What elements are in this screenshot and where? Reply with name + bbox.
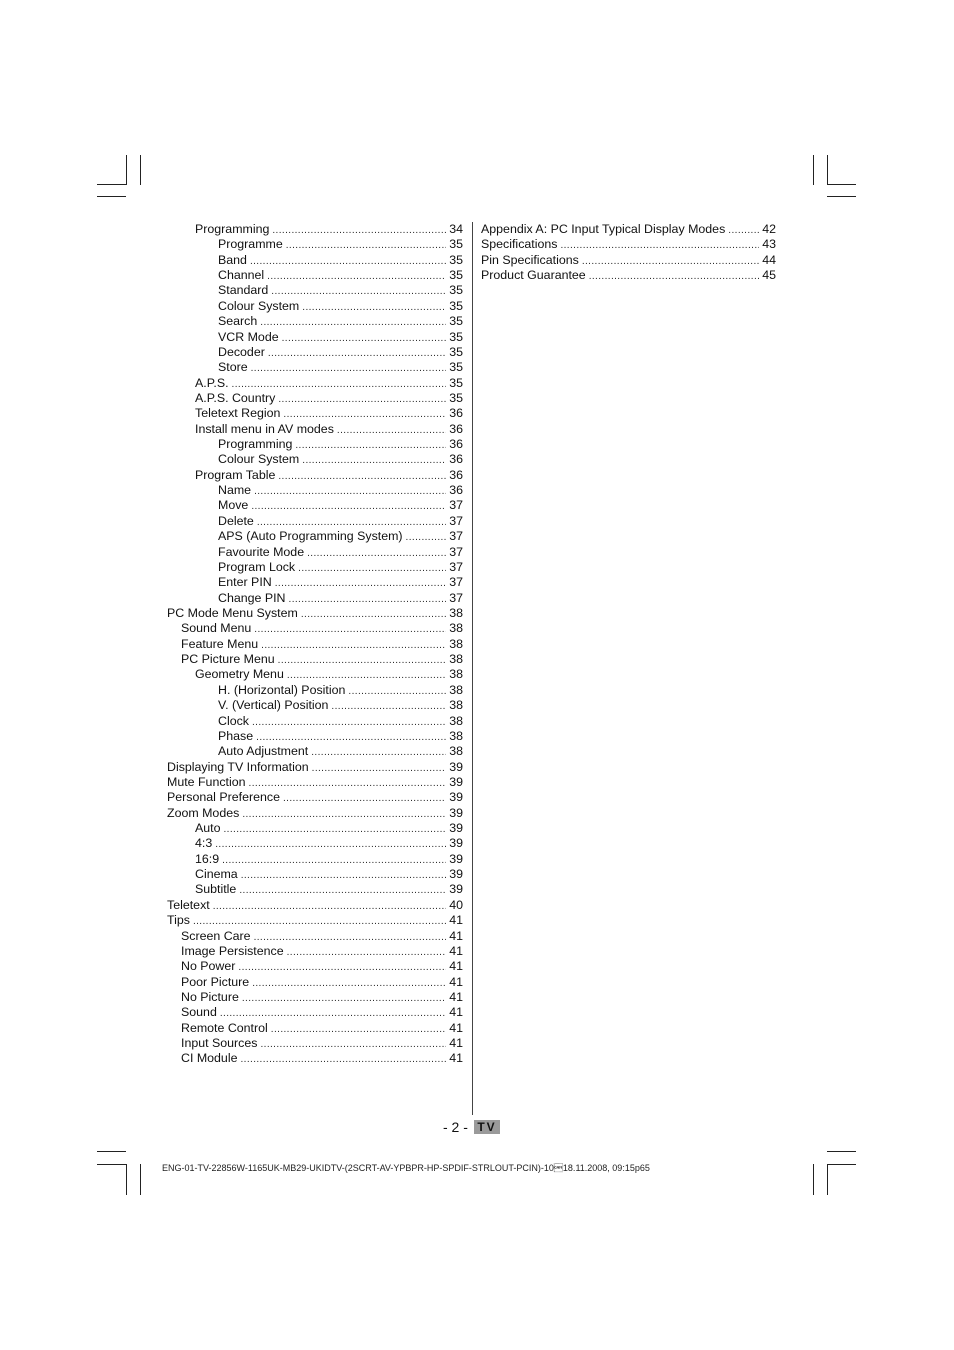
toc-leader-dots <box>278 392 446 407</box>
toc-entry-page: 36 <box>449 452 463 467</box>
toc-leader-dots <box>260 1037 446 1052</box>
toc-entry <box>167 944 463 959</box>
toc-leader-dots <box>301 607 446 622</box>
toc-leader-dots <box>254 484 446 499</box>
toc-entry-page: 35 <box>449 298 463 313</box>
toc-entry-page: 41 <box>449 1051 463 1066</box>
toc-entry-label: Image Persistence <box>181 943 284 958</box>
crop-mark-bl-h2 <box>97 1164 126 1165</box>
toc-entry-label: Programme <box>218 237 283 252</box>
toc-entry <box>167 391 463 406</box>
toc-entry <box>167 667 463 682</box>
toc-entry <box>167 1051 463 1066</box>
toc-entry-label: Favourite Mode <box>218 544 305 559</box>
toc-entry-label: A.P.S. Country <box>195 390 276 405</box>
toc-entry-page: 41 <box>449 913 463 928</box>
toc-entry-page: 41 <box>449 989 463 1004</box>
toc-leader-dots <box>406 530 447 545</box>
toc-entry <box>167 990 463 1005</box>
toc-entry-label: Specifications <box>481 237 558 252</box>
toc-entry-page: 35 <box>449 375 463 390</box>
toc-entry <box>167 836 463 851</box>
toc-entry-label: A.P.S. <box>195 375 229 390</box>
toc-entry <box>167 376 463 391</box>
toc-entry-label: CI Module <box>181 1051 238 1066</box>
toc-entry <box>481 237 776 252</box>
toc-leader-dots <box>241 868 447 883</box>
toc-entry-page: 35 <box>449 314 463 329</box>
toc-leader-dots <box>302 300 446 315</box>
crop-mark-br-h <box>827 1151 856 1152</box>
toc-leader-dots <box>283 791 446 806</box>
toc-entry-page: 39 <box>449 790 463 805</box>
crop-mark-br-v <box>813 1164 814 1195</box>
toc-entry <box>167 330 463 345</box>
crop-mark-tl-v <box>126 155 127 185</box>
toc-entry-page: 38 <box>449 667 463 682</box>
crop-mark-tr-v <box>813 155 814 185</box>
print-footer: ENG-01-TV-22856W-1165UK-MB29-UKIDTV-(2SCRT-AV-YPBPR-HP-SPDIF-STRLOUT-PCIN)-1018.11.2008, 09:15p65 <box>162 1163 650 1173</box>
toc-entry-label: Teletext Region <box>195 406 281 421</box>
toc-entry <box>167 545 463 560</box>
toc-entry-page: 41 <box>449 1036 463 1051</box>
toc-entry <box>167 760 463 775</box>
toc-entry <box>167 406 463 421</box>
toc-leader-dots <box>242 991 446 1006</box>
toc-entry-page: 42 <box>762 222 776 236</box>
toc-entry-label: No Picture <box>181 989 239 1004</box>
toc-entry-label: Program Table <box>195 467 276 482</box>
toc-entry-page: 38 <box>449 636 463 651</box>
toc-entry <box>167 237 463 252</box>
toc-entry-page: 35 <box>449 344 463 359</box>
toc-leader-dots <box>582 254 759 269</box>
toc-leader-dots <box>289 592 447 607</box>
toc-entry <box>167 683 463 698</box>
toc-entry-page: 38 <box>449 744 463 759</box>
toc-entry-page: 37 <box>449 498 463 513</box>
crop-mark-br-h2 <box>827 1164 856 1165</box>
crop-mark-tr-h2 <box>827 196 856 197</box>
toc-entry <box>481 268 776 283</box>
toc-entry-page: 37 <box>449 590 463 605</box>
toc-entry-label: Decoder <box>218 344 265 359</box>
toc-entry <box>167 744 463 759</box>
toc-leader-dots <box>271 1022 446 1037</box>
toc-entry <box>167 222 463 237</box>
toc-entry-label: Poor Picture <box>181 974 250 989</box>
toc-entry <box>167 698 463 713</box>
toc-entry-page: 45 <box>762 268 776 283</box>
toc-entry <box>167 268 463 283</box>
toc-entry <box>167 652 463 667</box>
toc-entry-label: APS (Auto Programming System) <box>218 529 403 544</box>
toc-entry <box>167 806 463 821</box>
crop-mark-tl-h <box>97 184 126 185</box>
toc-entry-label: VCR Mode <box>218 329 279 344</box>
toc-entry <box>481 222 776 237</box>
toc-leader-dots <box>287 668 446 683</box>
toc-entry <box>167 637 463 652</box>
toc-entry <box>167 790 463 805</box>
crop-mark-tr-h <box>827 184 856 185</box>
toc-entry-page: 39 <box>449 774 463 789</box>
toc-entry-page: 39 <box>449 882 463 897</box>
toc-entry <box>167 606 463 621</box>
toc-entry <box>167 253 463 268</box>
toc-leader-dots <box>275 576 446 591</box>
toc-entry <box>167 898 463 913</box>
toc-entry-page: 37 <box>449 529 463 544</box>
toc-entry-page: 44 <box>762 252 776 267</box>
toc-leader-dots <box>337 423 446 438</box>
toc-entry <box>167 314 463 329</box>
toc-entry-label: Personal Preference <box>167 790 280 805</box>
toc-entry-label: Geometry Menu <box>195 667 284 682</box>
toc-leader-dots <box>193 914 446 929</box>
page-badge: TV <box>474 1120 500 1134</box>
toc-entry-page: 35 <box>449 329 463 344</box>
toc-entry-label: PC Mode Menu System <box>167 605 298 620</box>
toc-leader-dots <box>278 653 447 668</box>
toc-entry <box>167 1021 463 1036</box>
toc-entry-label: Remote Control <box>181 1020 268 1035</box>
toc-entry <box>167 591 463 606</box>
toc-entry <box>167 437 463 452</box>
toc-entry-label: Sound Menu <box>181 621 252 636</box>
toc-entry-page: 40 <box>449 897 463 912</box>
toc-entry-page: 34 <box>449 222 463 236</box>
toc-entry-label: Cinema <box>195 867 238 882</box>
toc-entry <box>167 452 463 467</box>
toc-entry <box>167 514 463 529</box>
toc-entry-label: Standard <box>218 283 269 298</box>
toc-entry-label: PC Picture Menu <box>181 652 275 667</box>
toc-entry-label: Store <box>218 360 248 375</box>
toc-left-column <box>167 222 463 1067</box>
toc-entry-label: Screen Care <box>181 928 251 943</box>
toc-leader-dots <box>589 269 760 284</box>
crop-mark-bl-h <box>97 1151 126 1152</box>
toc-leader-dots <box>298 561 446 576</box>
toc-leader-dots <box>295 438 446 453</box>
toc-entry-page: 41 <box>449 974 463 989</box>
toc-entry-page: 38 <box>449 698 463 713</box>
toc-entry-label: 4:3 <box>195 836 213 851</box>
toc-leader-dots <box>254 930 447 945</box>
toc-entry <box>167 729 463 744</box>
toc-entry-page: 41 <box>449 1020 463 1035</box>
toc-leader-dots <box>267 269 446 284</box>
toc-entry-label: Tips <box>167 913 190 928</box>
toc-leader-dots <box>242 807 446 822</box>
toc-entry <box>167 498 463 513</box>
toc-entry-page: 38 <box>449 713 463 728</box>
toc-leader-dots <box>222 853 446 868</box>
toc-entry-label: Phase <box>218 728 254 743</box>
toc-entry-label: Install menu in AV modes <box>195 421 334 436</box>
toc-entry-label: Name <box>218 483 252 498</box>
toc-entry-label: Delete <box>218 513 254 528</box>
toc-leader-dots <box>278 469 446 484</box>
toc-entry-page: 41 <box>449 959 463 974</box>
toc-leader-dots <box>250 254 446 269</box>
toc-entry-page: 38 <box>449 652 463 667</box>
toc-leader-dots <box>260 315 446 330</box>
toc-leader-dots <box>239 883 446 898</box>
toc-leader-dots <box>560 238 759 253</box>
toc-entry-label: Programming <box>218 437 293 452</box>
toc-leader-dots <box>312 761 447 776</box>
toc-right-column <box>481 222 776 283</box>
toc-leader-dots <box>215 837 446 852</box>
toc-entry-page: 39 <box>449 759 463 774</box>
toc-entry <box>167 483 463 498</box>
toc-entry <box>167 529 463 544</box>
toc-leader-dots <box>282 331 447 346</box>
toc-entry <box>167 882 463 897</box>
toc-entry-page: 35 <box>449 360 463 375</box>
toc-entry <box>167 575 463 590</box>
toc-entry <box>167 283 463 298</box>
crop-mark-br-v2 <box>827 1164 828 1195</box>
toc-entry <box>481 253 776 268</box>
toc-entry-label: Change PIN <box>218 590 286 605</box>
toc-entry-page: 37 <box>449 559 463 574</box>
toc-entry-label: Band <box>218 252 247 267</box>
toc-entry-label: Move <box>218 498 249 513</box>
toc-entry-page: 38 <box>449 728 463 743</box>
toc-leader-dots <box>252 715 446 730</box>
toc-entry-page: 39 <box>449 805 463 820</box>
toc-entry-page: 37 <box>449 544 463 559</box>
toc-entry <box>167 468 463 483</box>
toc-leader-dots <box>302 453 446 468</box>
toc-entry-page: 38 <box>449 682 463 697</box>
toc-leader-dots <box>224 822 447 837</box>
toc-entry <box>167 975 463 990</box>
toc-leader-dots <box>283 407 446 422</box>
toc-leader-dots <box>252 976 446 991</box>
toc-entry-page: 35 <box>449 283 463 298</box>
toc-entry <box>167 1005 463 1020</box>
toc-leader-dots <box>728 223 759 238</box>
toc-entry-label: Auto <box>195 821 221 836</box>
toc-entry <box>167 775 463 790</box>
toc-entry <box>167 345 463 360</box>
toc-entry-label: Appendix A: PC Input Typical Display Modes <box>481 222 726 236</box>
crop-mark-tl-h2 <box>97 196 126 197</box>
toc-leader-dots <box>272 223 446 238</box>
toc-entry <box>167 1036 463 1051</box>
toc-entry-page: 37 <box>449 513 463 528</box>
toc-entry-page: 39 <box>449 867 463 882</box>
toc-entry-label: Input Sources <box>181 1036 258 1051</box>
toc-entry <box>167 422 463 437</box>
toc-leader-dots <box>311 745 446 760</box>
toc-leader-dots <box>238 960 446 975</box>
toc-entry-label: Program Lock <box>218 559 296 574</box>
toc-entry-page: 38 <box>449 605 463 620</box>
toc-entry-label: Programming <box>195 222 270 236</box>
toc-entry-page: 39 <box>449 821 463 836</box>
crop-mark-tr-v2 <box>827 155 828 185</box>
toc-leader-dots <box>348 684 446 699</box>
toc-entry-page: 35 <box>449 237 463 252</box>
toc-leader-dots <box>240 1052 446 1067</box>
toc-entry-page: 35 <box>449 390 463 405</box>
toc-entry <box>167 714 463 729</box>
toc-entry-label: Sound <box>181 1005 217 1020</box>
toc-entry-label: Colour System <box>218 298 300 313</box>
column-divider <box>472 222 473 1115</box>
toc-entry-label: V. (Vertical) Position <box>218 698 329 713</box>
toc-entry <box>167 560 463 575</box>
toc-entry <box>167 852 463 867</box>
toc-entry-label: Colour System <box>218 452 300 467</box>
toc-leader-dots <box>271 284 446 299</box>
toc-entry-label: Enter PIN <box>218 575 272 590</box>
toc-leader-dots <box>251 499 446 514</box>
toc-entry-page: 38 <box>449 621 463 636</box>
toc-entry-page: 36 <box>449 483 463 498</box>
toc-leader-dots <box>213 899 447 914</box>
toc-leader-dots <box>287 945 447 960</box>
toc-entry-page: 36 <box>449 437 463 452</box>
toc-entry-page: 37 <box>449 575 463 590</box>
crop-mark-bl-v2 <box>140 1164 141 1195</box>
toc-entry <box>167 621 463 636</box>
toc-leader-dots <box>261 638 446 653</box>
toc-leader-dots <box>232 377 447 392</box>
toc-entry-label: Feature Menu <box>181 636 259 651</box>
crop-mark-tl-v2 <box>140 155 141 185</box>
toc-leader-dots <box>251 361 447 376</box>
toc-entry-label: Clock <box>218 713 249 728</box>
toc-entry-page: 36 <box>449 467 463 482</box>
page-number: - 2 - <box>443 1119 468 1135</box>
toc-leader-dots <box>286 238 446 253</box>
toc-entry-label: Product Guarantee <box>481 268 586 283</box>
toc-entry-label: Mute Function <box>167 774 246 789</box>
toc-leader-dots <box>220 1006 446 1021</box>
toc-leader-dots <box>254 622 446 637</box>
toc-entry-page: 35 <box>449 252 463 267</box>
toc-leader-dots <box>307 546 446 561</box>
toc-entry-page: 43 <box>762 237 776 252</box>
crop-mark-bl-v <box>126 1164 127 1195</box>
toc-leader-dots <box>331 699 446 714</box>
toc-entry-label: Teletext <box>167 897 210 912</box>
toc-entry-label: No Power <box>181 959 236 974</box>
toc-entry <box>167 821 463 836</box>
toc-entry-page: 41 <box>449 1005 463 1020</box>
toc-entry <box>167 299 463 314</box>
toc-entry-label: Search <box>218 314 258 329</box>
toc-entry <box>167 867 463 882</box>
toc-entry <box>167 959 463 974</box>
toc-entry-page: 36 <box>449 406 463 421</box>
toc-entry-page: 41 <box>449 943 463 958</box>
toc-entry <box>167 929 463 944</box>
toc-entry-page: 36 <box>449 421 463 436</box>
toc-entry-page: 39 <box>449 836 463 851</box>
toc-entry-page: 35 <box>449 268 463 283</box>
toc-leader-dots <box>257 515 446 530</box>
toc-entry-label: 16:9 <box>195 851 220 866</box>
toc-leader-dots <box>268 346 446 361</box>
toc-entry-page: 41 <box>449 928 463 943</box>
toc-entry-label: Channel <box>218 268 265 283</box>
toc-entry-label: Pin Specifications <box>481 252 579 267</box>
toc-leader-dots <box>256 730 446 745</box>
toc-entry <box>167 360 463 375</box>
toc-entry-label: Subtitle <box>195 882 237 897</box>
toc-entry <box>167 913 463 928</box>
toc-entry-label: Displaying TV Information <box>167 759 309 774</box>
toc-entry-label: H. (Horizontal) Position <box>218 682 346 697</box>
toc-leader-dots <box>249 776 447 791</box>
toc-entry-label: Zoom Modes <box>167 805 240 820</box>
toc-entry-label: Auto Adjustment <box>218 744 309 759</box>
toc-entry-page: 39 <box>449 851 463 866</box>
